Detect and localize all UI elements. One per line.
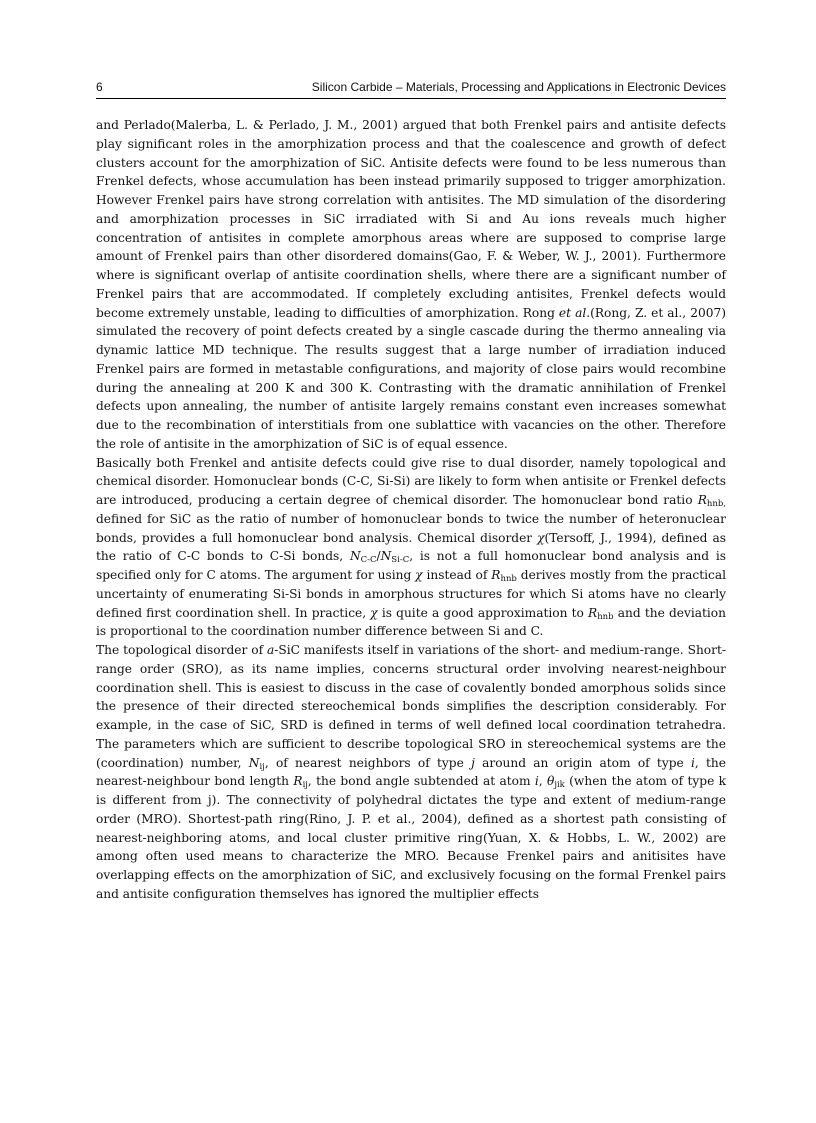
text-segment: defined for SiC as the ratio of number of homonuclear bonds to twice the number of heteronuclear bonds, provides a full homonuclear bond analysis. Chemical disorder — [96, 511, 726, 545]
italic-i: i — [534, 774, 539, 789]
symbol-R: R — [491, 568, 501, 582]
text-segment: instead of — [422, 568, 492, 582]
text-segment: .(Rong, Z. et al., 2007) simulated the recovery of point defects created by a single cascade during the thermo annealing via dynamic lattice MD technique. The results suggest that a large number of irradiation induced Frenkel pairs are formed in metastable configurations, and majority of close pairs would recombine during the annealing at 200 K and 300 K. Contrasting with the dramatic annihilation of Frenkel defects upon annealing, the number of antisite largely remains constant even increases somewhat due to the recombination of interstitials from one sublattice with vacancies on the other. Therefore the role of antisite in the amorphization of SiC is of equal essence. — [96, 305, 726, 451]
paragraph-chemical-disorder — [96, 454, 726, 642]
text-segment: (when the atom of type k is different from j). The connectivity of polyhedral dictates the type and extent of medium-range order (MRO). Shortest-path ring(Rino, J. P. et al., 2004), defined as a shortest path consisting of nearest-neighboring atoms, and local cluster primitive ring(Yuan, X. & Hobbs, L. W., 2002) are among often used means to characterize the MRO. Because Frenkel pairs and anitisites have overlapping effects on the amorphization of SiC, and exclusively focusing on the formal Frenkel pairs and antisite configuration themselves has ignored the multiplier effects — [96, 774, 727, 901]
body-text — [96, 116, 726, 904]
subscript-hnb: hnb — [597, 611, 614, 622]
symbol-R: R — [293, 774, 303, 789]
text-segment: derives mostly from the practical uncertainty of enumerating Si-Si bonds in amorphous structures for which Si atoms have no clearly defined first coordination shell. In practice, — [96, 568, 726, 620]
symbol-R: R — [697, 493, 707, 507]
subscript-jik: jik — [554, 780, 565, 791]
italic-j: j — [471, 755, 475, 770]
text-segment: , is not a full homonuclear bond analysis and is specified only for C atoms. The argument for using — [96, 549, 726, 582]
subscript-sic: Si-C — [391, 555, 410, 566]
symbol-chi: χ — [537, 530, 545, 545]
page-number: 6 — [96, 80, 103, 94]
text-segment: , the bond angle subtended at atom — [307, 774, 535, 789]
text-segment: Basically both Frenkel and antisite defects could give rise to dual disorder, namely topological and chemical disorder. Homonuclear bonds (C-C, Si-Si) are likely to form when antisite or Frenkel defects are introduced, producing a certain degree of chemical disorder. The homonuclear bond ratio — [96, 455, 726, 507]
paragraph-topological-disorder — [96, 641, 726, 904]
text-segment: and Perlado(Malerba, L. & Perlado, J. M., 2001) argued that both Frenkel pairs and antisite defects play significant roles in the amorphization process and that the coalescence and growth of defect clusters account for the amorphization of SiC. Antisite defects were found to be less numerous than Frenkel defects, whose accumulation has been instead primarily supposed to trigger amorphization. However Frenkel pairs have strong correlation with antisites. The MD simulation of the disordering and amorphization processes in SiC irradiated with Si and Au ions reveals much higher concentration of antisites in complete amorphous areas where are supposed to comprise large amount of Frenkel pairs than other disordered domains(Gao, F. & Weber, W. J., 2001). Furthermore where is significant overlap of antisite coordination shells, where there are a significant number of Frenkel pairs that are accommodated. If completely excluding antisites, Frenkel defects would become extremely unstable, leading to difficulties of amorphization. Rong — [96, 118, 726, 320]
text-segment: and the deviation is proportional to the coordination number difference between Si and C. — [96, 605, 726, 639]
text-segment: -SiC manifests itself in variations of the short- and medium-range. Short-range order (SRO), as its name implies, concerns structural order involving nearest-neighbour coordination shell. This is easiest to discuss in the case of covalently bonded amorphous solids since the presence of their directed stereochemical bonds simplifies the description considerably. For example, in the case of SiC, SRD is defined in terms of well defined local coordination tetrahedra. The parameters which are sufficient to describe topological SRO in stereochemical systems are the (coordination) number, — [96, 643, 726, 770]
symbol-N: N — [248, 755, 260, 770]
symbol-R: R — [588, 605, 598, 620]
italic-a: a — [267, 643, 275, 657]
text-segment: around an origin atom of type — [474, 755, 691, 770]
subscript-cc: C-C — [360, 555, 377, 566]
running-header — [96, 80, 726, 99]
italic-et-al: et al — [558, 305, 587, 320]
subscript-ij: ij — [259, 761, 265, 772]
paragraph-antisite-frenkel — [96, 116, 726, 454]
text-segment: (Tersoff, J., 1994), defined as the ratio of C-C bonds to C-Si bonds, — [96, 530, 726, 564]
italic-i: i — [691, 755, 695, 770]
symbol-chi: χ — [370, 605, 378, 620]
running-title: Silicon Carbide – Materials, Processing and Applications in Electronic Devices — [311, 80, 726, 94]
symbol-N: N — [380, 549, 392, 564]
text-segment: , of nearest neighbors of type — [264, 755, 472, 770]
text-segment: / — [376, 549, 381, 564]
subscript-hnb: hnb — [500, 574, 517, 584]
symbol-chi: χ — [415, 568, 423, 582]
symbol-N: N — [349, 549, 361, 564]
text-segment: , the nearest-neighbour bond length — [96, 755, 726, 789]
text-segment: The topological disorder of — [96, 643, 268, 657]
subscript-ij: ij — [302, 780, 308, 791]
symbol-theta: θ — [546, 774, 555, 789]
text-segment: , — [538, 774, 547, 789]
subscript-hnb: hnb, — [706, 499, 726, 509]
text-segment: is quite a good approximation to — [377, 605, 588, 620]
